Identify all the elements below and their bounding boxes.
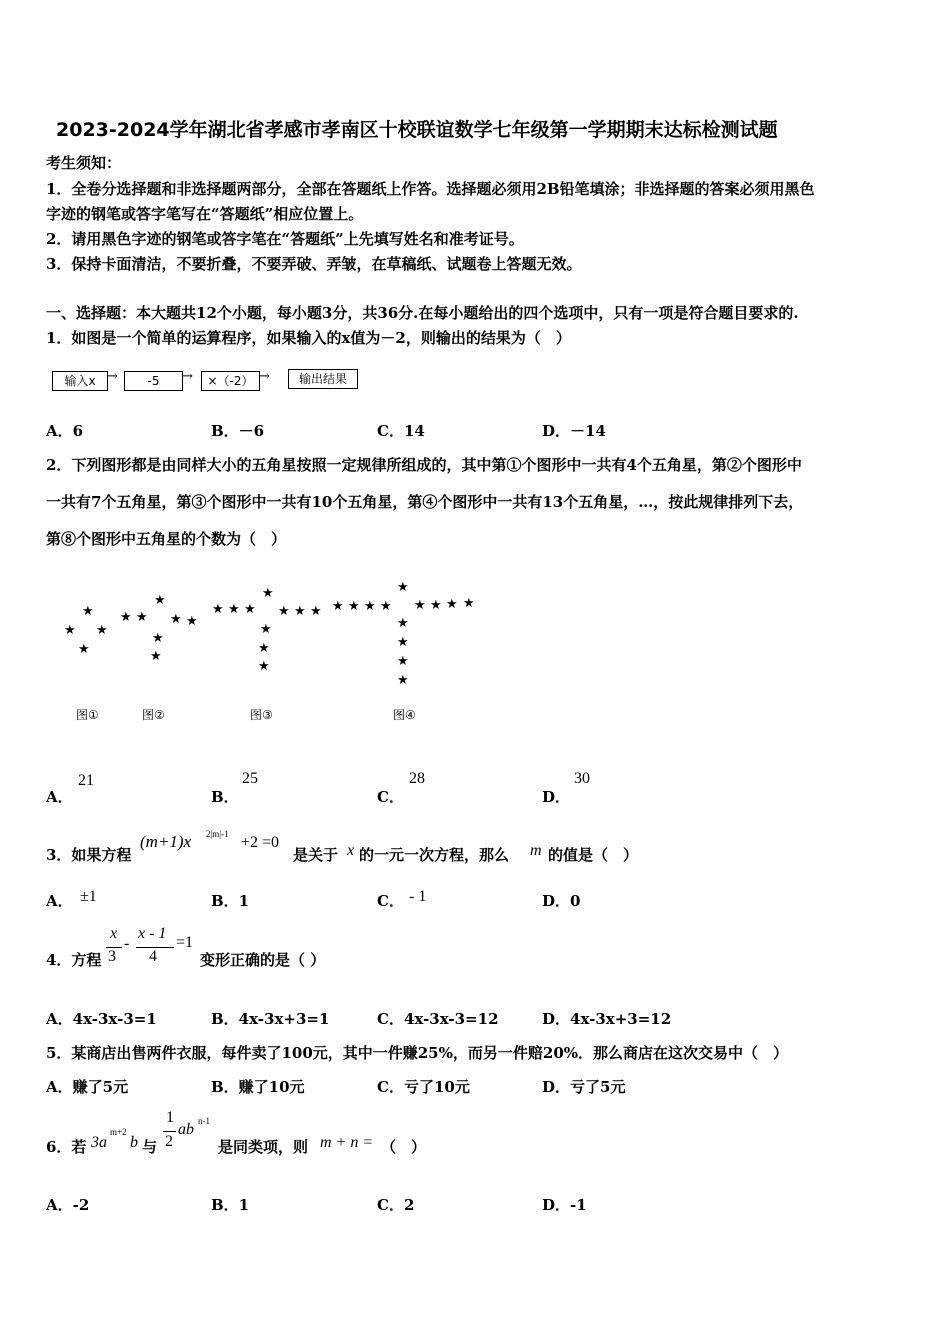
fraction-numerator: 1	[166, 1109, 174, 1126]
question-2-line: 一共有7个五角星，第③个图形中一共有10个五角星，第④个图形中一共有13个五角星，…，按此规律排列下去，	[46, 493, 804, 511]
figure-label: 图④	[393, 708, 416, 722]
option-c: C．2	[377, 1196, 415, 1214]
star-icon: ★	[96, 623, 108, 638]
option-b: B．4x-3x+3=1	[211, 1010, 330, 1028]
question-6-suffix: 是同类项，则	[218, 1138, 309, 1156]
arrow-right-icon: →	[107, 369, 118, 384]
minus-sign: -	[124, 935, 130, 952]
section-heading: 一、选择题：本大题共12个小题，每小题3分，共36分.在每小题给出的四个选项中，只有一项是符合题目要求的.	[46, 304, 799, 322]
option-a-value: ±1	[80, 888, 97, 905]
star-icon: ★	[380, 599, 392, 614]
question-6-prefix: 6．若	[46, 1138, 87, 1156]
question-5-text: 5．某商店出售两件衣服，每件卖了100元，其中一件赚25%，而另一件赔20%．那么商店在这次交易中（ ）	[46, 1044, 789, 1062]
fraction-numerator: x - 1	[138, 925, 167, 942]
arrow-right-icon: →	[259, 369, 270, 384]
star-icon: ★	[82, 604, 94, 619]
option-c-value: - 1	[409, 888, 427, 905]
fraction-bar	[163, 1131, 176, 1132]
page-title: 2023-2024学年湖北省孝感市孝南区十校联谊数学七年级第一学期期末达标检测试题	[56, 119, 778, 141]
term-1: 3a	[91, 1134, 107, 1151]
star-icon: ★	[278, 604, 290, 619]
option-b: B．赚了10元	[211, 1078, 305, 1096]
star-icon: ★	[332, 599, 344, 614]
option-c: C．	[377, 788, 404, 806]
star-icon: ★	[414, 598, 426, 613]
star-icon: ★	[244, 602, 256, 617]
equals-one: =1	[176, 934, 194, 951]
option-c: C．亏了10元	[377, 1078, 470, 1096]
question-6-mid: 与	[142, 1138, 158, 1156]
star-icon: ★	[397, 580, 409, 595]
question-2-line: 第⑧个图形中五角星的个数为（ ）	[46, 530, 287, 548]
star-icon: ★	[154, 593, 166, 608]
option-a: A．4x-3x-3=1	[46, 1010, 157, 1028]
option-d: D．-1	[542, 1196, 587, 1214]
option-c: C．4x-3x-3=12	[377, 1010, 499, 1028]
star-icon: ★	[463, 596, 475, 611]
option-b: B．1	[211, 1196, 250, 1214]
notice-item: 1．全卷分选择题和非选择题两部分，全部在答题纸上作答。选择题必须用2B铅笔填涂；非选择题的答案必须用黑色	[46, 180, 815, 198]
option-b: B．1	[211, 892, 250, 910]
variable-x: x	[347, 842, 355, 859]
option-a: A．-2	[46, 1196, 90, 1214]
flow-subtract-box: -5	[124, 371, 183, 391]
fraction-denominator: 4	[149, 948, 157, 965]
figure-label: 图③	[250, 708, 273, 722]
star-icon: ★	[78, 642, 90, 657]
star-icon: ★	[152, 631, 164, 646]
fraction-denominator: 2	[165, 1133, 173, 1150]
option-a: A．6	[46, 422, 84, 440]
notice-item: 字迹的钢笔或答字笔写在“答题纸”相应位置上。	[46, 205, 364, 223]
question-3-prefix: 3．如果方程	[46, 846, 132, 864]
star-icon: ★	[120, 610, 132, 625]
option-a-value: 21	[78, 772, 94, 789]
option-b-value: 25	[242, 770, 258, 787]
figure-label: 图②	[142, 708, 165, 722]
star-icon: ★	[262, 586, 274, 601]
option-c: C．	[377, 892, 404, 910]
star-icon: ★	[258, 659, 270, 674]
star-icon: ★	[170, 612, 182, 627]
term-1-exponent: m+2	[110, 1127, 127, 1137]
star-icon: ★	[136, 610, 148, 625]
star-icon: ★	[150, 649, 162, 664]
option-c: C．14	[377, 422, 425, 440]
term-1-b: b	[130, 1134, 138, 1151]
flow-input-box: 输入x	[52, 371, 108, 391]
question-4-suffix: 变形正确的是（ ）	[200, 951, 326, 969]
term-2-exponent: n-1	[198, 1116, 210, 1126]
equation-main: (m+1)x	[140, 832, 192, 851]
star-icon: ★	[397, 616, 409, 631]
option-d: D．亏了5元	[542, 1078, 626, 1096]
variable-m: m	[530, 842, 542, 859]
flow-multiply-box: ×（-2）	[201, 371, 260, 391]
star-icon: ★	[348, 599, 360, 614]
star-icon: ★	[397, 654, 409, 669]
flow-output-box: 输出结果	[288, 369, 358, 389]
question-3-mid: 是关于	[293, 846, 339, 864]
option-b: B．	[211, 788, 239, 806]
question-6-end: （ ）	[381, 1138, 427, 1156]
star-icon: ★	[64, 623, 76, 638]
question-3-mid2: 的一元一次方程，那么	[359, 846, 510, 864]
star-icon: ★	[258, 641, 270, 656]
option-d-value: 30	[574, 770, 590, 787]
fraction-numerator: x	[110, 925, 118, 942]
notice-item: 2．请用黑色字迹的钢笔或答字笔在“答题纸”上先填写姓名和准考证号。	[46, 230, 524, 248]
star-icon: ★	[430, 598, 442, 613]
option-d: D．	[542, 788, 571, 806]
star-icon: ★	[186, 614, 198, 629]
star-icon: ★	[228, 602, 240, 617]
arrow-right-icon: →	[182, 369, 193, 384]
figure-label: 图①	[76, 708, 99, 722]
option-b: B．－6	[211, 422, 265, 440]
option-a: A．赚了5元	[46, 1078, 129, 1096]
option-a: A．	[46, 892, 73, 910]
expression-m-plus-n: m + n =	[320, 1134, 374, 1151]
option-a: A．	[46, 788, 73, 806]
question-3-suffix: 的值是（ ）	[548, 846, 639, 864]
star-icon: ★	[260, 622, 272, 637]
notice-item: 3．保持卡面清洁，不要折叠，不要弄破、弄皱，在草稿纸、试题卷上答题无效。	[46, 255, 582, 273]
star-icon: ★	[364, 599, 376, 614]
equation-exponent: 2|m|-1	[206, 829, 229, 839]
question-4-prefix: 4．方程	[46, 951, 102, 969]
fraction-denominator: 3	[108, 948, 116, 965]
term-2: ab	[178, 1121, 194, 1138]
star-icon: ★	[446, 597, 458, 612]
star-icon: ★	[397, 673, 409, 688]
option-d: D．4x-3x+3=12	[542, 1010, 672, 1028]
option-c-value: 28	[409, 770, 425, 787]
star-icon: ★	[397, 635, 409, 650]
question-1-text: 1．如图是一个简单的运算程序，如果输入的x值为－2，则输出的结果为（ ）	[46, 329, 571, 347]
equation-tail: +2 =0	[241, 834, 280, 851]
star-icon: ★	[310, 604, 322, 619]
option-d: D．0	[542, 892, 581, 910]
star-icon: ★	[212, 602, 224, 617]
notice-heading: 考生须知：	[46, 154, 122, 172]
option-d: D．－14	[542, 422, 606, 440]
star-icon: ★	[294, 604, 306, 619]
question-2-line: 2．下列图形都是由同样大小的五角星按照一定规律所组成的，其中第①个图形中一共有4个五角星，第②个图形中	[46, 456, 802, 474]
